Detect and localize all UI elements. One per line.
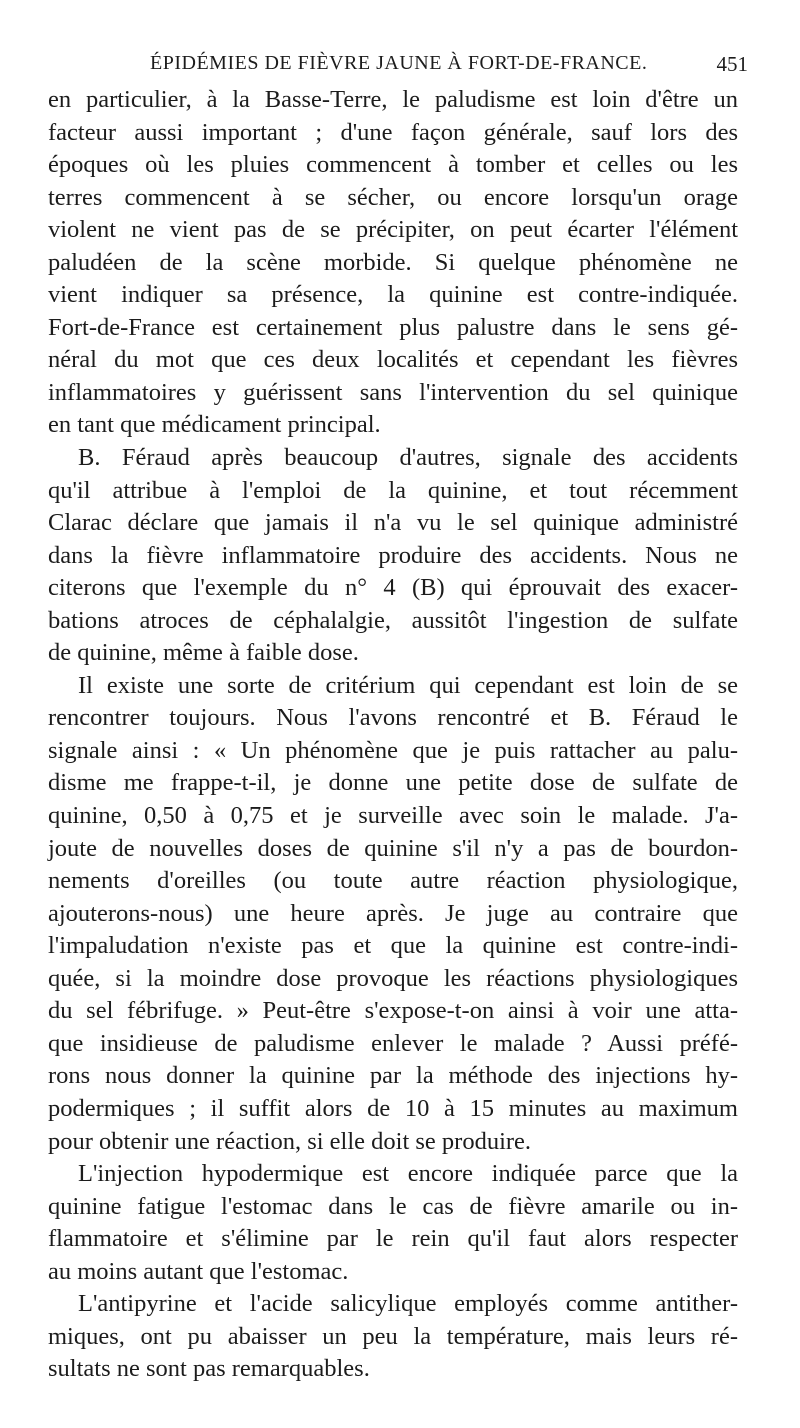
text-line: ajouterons-nous) une heure après. Je juge au contraire que [48,899,738,927]
text-line: L'injection hypodermique est encore indiquée parce que la [78,1160,738,1188]
text-line: inflammatoires y guérissent sans l'intervention du sel quinique [48,378,738,406]
text-line: rencontrer toujours. Nous l'avons rencontré et B. Féraud le [48,704,738,732]
text-line: vient indiquer sa présence, la quinine est contre-indiquée. [48,281,738,309]
text-line: de quinine, même à faible dose. [48,639,359,667]
text-line: flammatoire et s'élimine par le rein qu'il faut alors respecter [48,1225,738,1253]
text-line: nements d'oreilles (ou toute autre réaction physiologique, [48,867,738,895]
text-line: néral du mot que ces deux localités et cependant les fièvres [48,346,738,374]
text-line: paludéen de la scène morbide. Si quelque phénomène ne [48,248,738,276]
text-line: quinine, 0,50 à 0,75 et je surveille avec soin le malade. J'a- [48,802,738,830]
text-line: l'impaludation n'existe pas et que la quinine est contre-indi- [48,932,738,960]
text-line: quinine fatigue l'estomac dans le cas de fièvre amarile ou in- [48,1192,738,1220]
text-line: terres commencent à se sécher, ou encore lorsqu'un orage [48,183,738,211]
text-line: signale ainsi : « Un phénomène que je puis rattacher au palu- [48,736,738,764]
text-line: du sel fébrifuge. » Peut-être s'expose-t-on ainsi à voir une atta- [48,997,738,1025]
text-line: pour obtenir une réaction, si elle doit se produire. [48,1127,532,1155]
running-header [58,52,748,82]
body-text [48,84,738,1386]
text-line: miques, ont pu abaisser un peu la température, mais leurs ré- [48,1322,738,1350]
text-line: B. Féraud après beaucoup d'autres, signale des accidents [78,444,738,472]
text-line: Clarac déclare que jamais il n'a vu le sel quinique administré [48,509,738,537]
text-line: en tant que médicament principal. [48,411,381,439]
text-line: dans la fièvre inflammatoire produire des accidents. Nous ne [48,541,738,569]
text-line: quée, si la moindre dose provoque les réactions physiologiques [48,964,738,992]
page-number: 451 [716,52,748,76]
text-line: disme me frappe-t-il, je donne une petite dose de sulfate de [48,769,738,797]
text-line: bations atroces de céphalalgie, aussitôt l'ingestion de sulfate [48,606,738,634]
running-title: ÉPIDÉMIES DE FIÈVRE JAUNE À FORT-DE-FRANCE. [150,52,648,74]
text-line: époques où les pluies commencent à tomber et celles ou les [48,151,738,179]
text-line: podermiques ; il suffit alors de 10 à 15 minutes au maximum [48,1094,738,1122]
text-line: facteur aussi important ; d'une façon générale, sauf lors des [48,118,738,146]
text-line: L'antipyrine et l'acide salicylique employés comme antither- [78,1290,738,1318]
text-line: en particulier, à la Basse-Terre, le paludisme est loin d'être un [48,86,738,113]
text-line: Fort-de-France est certainement plus palustre dans le sens gé- [48,313,738,341]
text-line: qu'il attribue à l'emploi de la quinine, et tout récemment [48,476,738,504]
text-line: Il existe une sorte de critérium qui cependant est loin de se [78,671,738,699]
text-line: au moins autant que l'estomac. [48,1257,349,1285]
text-line: joute de nouvelles doses de quinine s'il n'y a pas de bourdon- [48,834,738,862]
text-line: citerons que l'exemple du n° 4 (B) qui éprouvait des exacer- [48,574,738,602]
text-line: violent ne vient pas de se précipiter, on peut écarter l'élément [48,216,738,244]
text-line: que insidieuse de paludisme enlever le malade ? Aussi préfé- [48,1029,738,1057]
text-line: rons nous donner la quinine par la méthode des injections hy- [48,1062,738,1090]
text-line: sultats ne sont pas remarquables. [48,1355,370,1383]
